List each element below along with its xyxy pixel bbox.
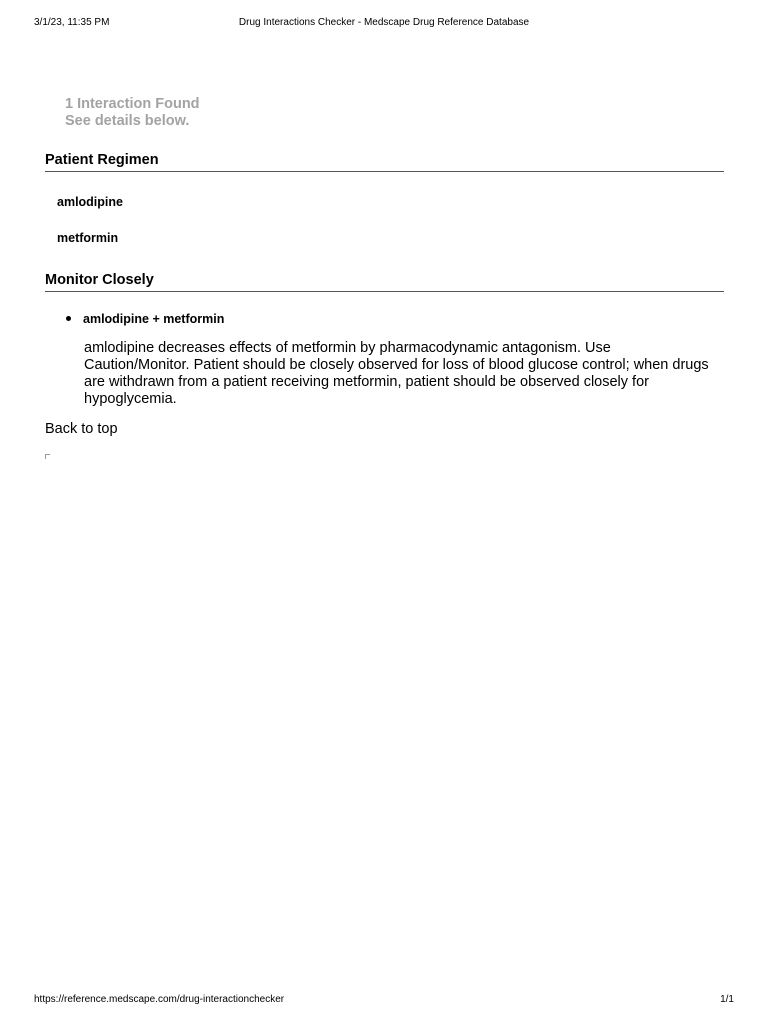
regimen-drug: metformin [57,231,119,245]
see-details-text: See details below. [65,112,190,129]
broken-image-icon [45,454,50,459]
interaction-list-item [66,312,224,326]
interaction-count: 1 Interaction Found [65,96,200,112]
print-page-title: Drug Interactions Checker - Medscape Drug Reference Database [238,17,530,28]
print-footer [34,994,734,1008]
back-to-top-link[interactable]: Back to top [45,421,118,437]
patient-regimen-heading: Patient Regimen [45,152,724,172]
regimen-drug: amlodipine [57,195,123,209]
print-header [34,17,734,31]
monitor-closely-heading: Monitor Closely [45,272,724,292]
print-url: https://reference.medscape.com/drug-interactionchecker [34,994,285,1005]
interaction-summary [65,96,200,129]
page-number: 1/1 [720,994,734,1005]
interaction-description: amlodipine decreases effects of metformin by pharmacodynamic antagonism. Use Caution/Monitor. Patient should be closely observed for loss of blood glucose control; when drugs are withdrawn from a patient receiving metformin, patient should be observed closely for hypoglycemia. [84,340,709,407]
print-datetime: 3/1/23, 11:35 PM [34,17,110,28]
bullet-icon [66,316,71,321]
interaction-pair: amlodipine + metformin [83,312,225,326]
